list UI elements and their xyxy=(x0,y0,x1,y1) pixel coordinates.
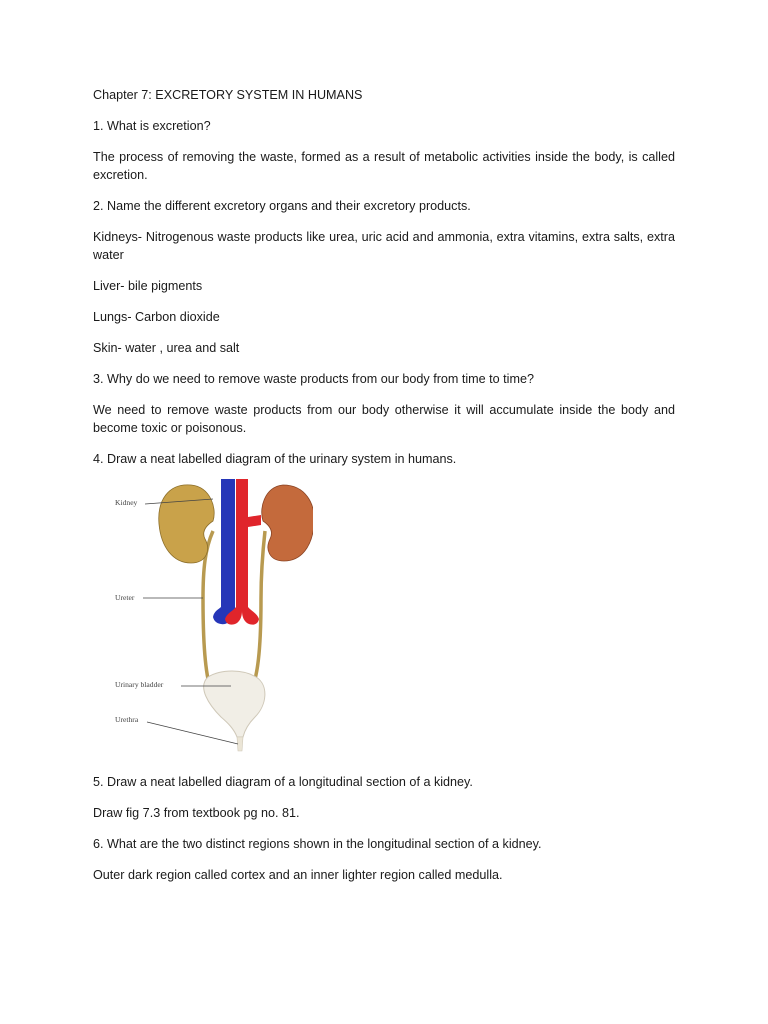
right-renal-artery xyxy=(248,515,261,527)
ureter-label: Ureter xyxy=(115,593,135,602)
question-4: 4. Draw a neat labelled diagram of the urinary system in humans. xyxy=(93,452,457,466)
urinary-bladder xyxy=(204,671,265,737)
answer-3: We need to remove waste products from our body otherwise it will accumulate inside the body and become toxic or poisonous. xyxy=(93,403,675,435)
question-1: 1. What is excretion? xyxy=(93,119,211,133)
urinary-system-diagram xyxy=(113,479,313,761)
kidney-label: Kidney xyxy=(115,498,138,507)
right-kidney xyxy=(262,485,313,561)
left-kidney xyxy=(159,485,214,563)
urethra-leader xyxy=(147,722,238,744)
answer-2-lungs: Lungs- Carbon dioxide xyxy=(93,310,220,324)
answer-5: Draw fig 7.3 from textbook pg no. 81. xyxy=(93,806,300,820)
question-2: 2. Name the different excretory organs and their excretory products. xyxy=(93,199,471,213)
question-3: 3. Why do we need to remove waste products from our body from time to time? xyxy=(93,372,534,386)
answer-6: Outer dark region called cortex and an inner lighter region called medulla. xyxy=(93,868,503,882)
answer-2-liver: Liver- bile pigments xyxy=(93,279,203,293)
answer-2-kidneys: Kidneys- Nitrogenous waste products like urea, uric acid and ammonia, extra vitamins, extra salts, extra water xyxy=(93,230,675,262)
urinary-system-svg xyxy=(113,479,313,761)
question-6: 6. What are the two distinct regions shown in the longitudinal section of a kidney. xyxy=(93,837,542,851)
answer-1: The process of removing the waste, formed as a result of metabolic activities inside the body, is called excretion. xyxy=(93,150,675,182)
chapter-title: Chapter 7: EXCRETORY SYSTEM IN HUMANS xyxy=(93,88,363,102)
right-ureter xyxy=(255,531,265,679)
answer-2-skin: Skin- water , urea and salt xyxy=(93,341,240,355)
urethra-label: Urethra xyxy=(115,715,139,724)
vena-cava xyxy=(213,479,235,624)
question-5: 5. Draw a neat labelled diagram of a longitudinal section of a kidney. xyxy=(93,775,473,789)
document-page xyxy=(93,86,675,897)
bladder-label: Urinary bladder xyxy=(115,680,164,689)
